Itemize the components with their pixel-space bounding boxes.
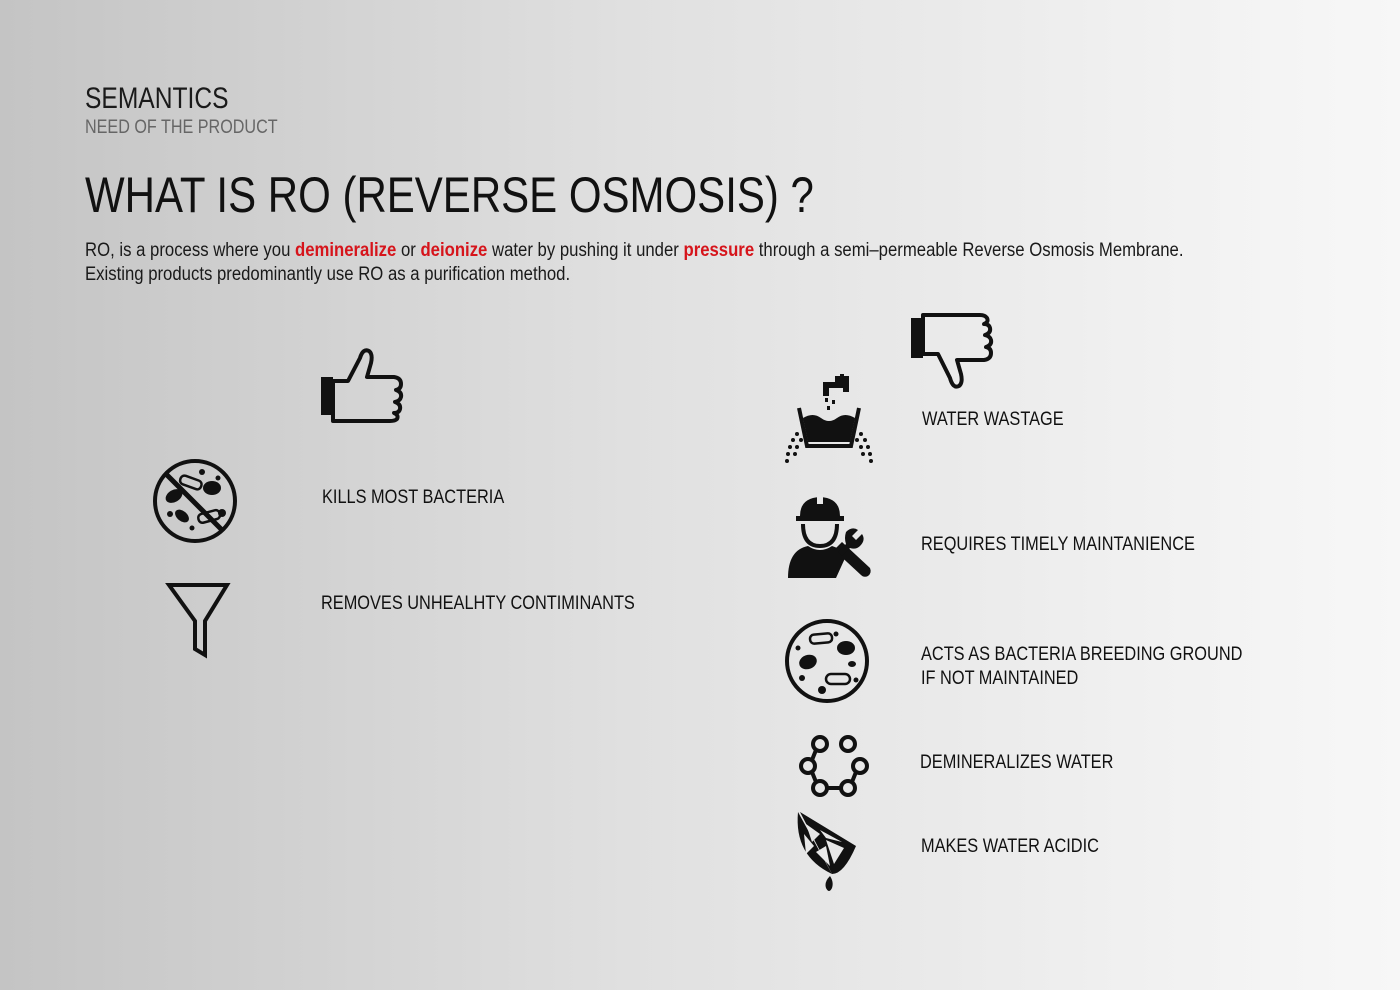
thumbs-down-icon	[908, 312, 994, 394]
con-label-bacteria-line1: ACTS AS BACTERIA BREEDING GROUND	[921, 644, 1243, 665]
intro-line-2: Existing products predominantly use RO as a purification method.	[85, 264, 571, 285]
con-label-water-wastage: WATER WASTAGE	[922, 409, 1064, 430]
bacteria-icon	[784, 618, 870, 704]
molecule-ring-icon	[798, 734, 874, 800]
con-label-maintenance: REQUIRES TIMELY MAINTANIENCE	[921, 534, 1195, 555]
maintenance-worker-icon	[786, 494, 878, 580]
highlight-demineralize: demineralize	[295, 240, 397, 261]
intro-text: or	[396, 240, 421, 261]
con-label-bacteria-line2: IF NOT MAINTAINED	[921, 668, 1079, 689]
intro-text: through a semi–permeable Reverse Osmosis Membrane.	[754, 240, 1184, 261]
page-title: WHAT IS RO (REVERSE OSMOSIS) ?	[85, 167, 814, 223]
section-subkicker: NEED OF THE PRODUCT	[85, 117, 278, 138]
pro-label-kills-bacteria: KILLS MOST BACTERIA	[322, 487, 505, 508]
intro-text: water by pushing it under	[487, 240, 684, 261]
water-wastage-icon	[783, 374, 875, 466]
con-label-demineralizes: DEMINERALIZES WATER	[920, 752, 1114, 773]
lemon-slice-icon	[790, 808, 866, 894]
section-kicker: SEMANTICS	[85, 82, 229, 115]
highlight-pressure: pressure	[683, 240, 755, 261]
highlight-deionize: deionize	[420, 240, 488, 261]
intro-text: RO, is a process where you	[85, 240, 296, 261]
thumbs-up-icon	[318, 346, 404, 422]
intro-line-1	[85, 240, 1183, 262]
funnel-icon	[165, 581, 233, 659]
bacteria-blocked-icon	[152, 458, 238, 544]
con-label-acidic: MAKES WATER ACIDIC	[921, 836, 1099, 857]
pro-label-removes-contaminants: REMOVES UNHEALHTY CONTIMINANTS	[321, 593, 635, 614]
